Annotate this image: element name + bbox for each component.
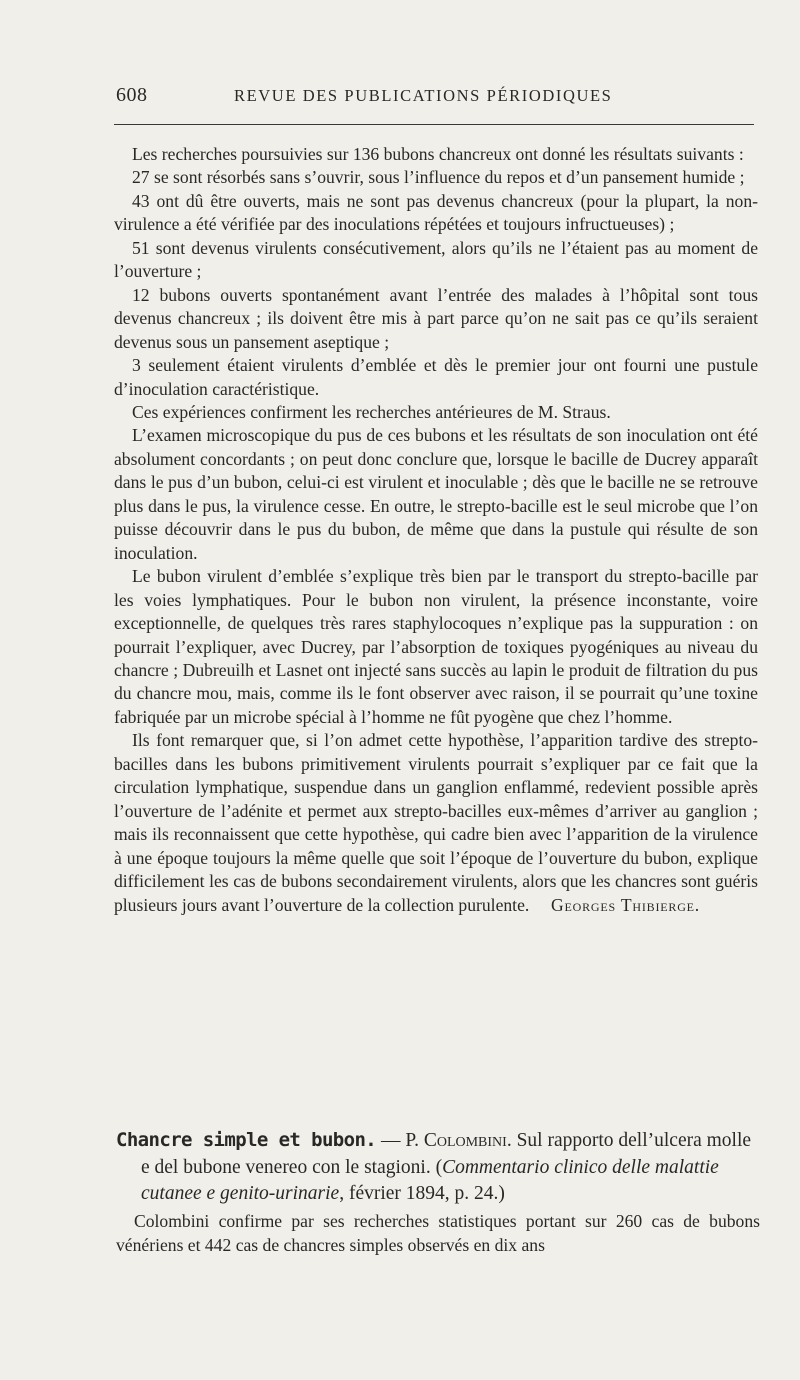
review-heading (116, 1127, 760, 1208)
review-date-pages: , février 1894, p. 24.) (339, 1183, 505, 1204)
review-body (116, 1210, 760, 1257)
paragraph-text: Ils font remarquer que, si l’on admet cette hypothèse, l’apparition tardive des strepto-bacilles dans les bubons primitivement virulents pourrait s’expliquer par ce fait que la circulation lymphatique, suspendue dans un ganglion enflammé, redevient possible après l’ouverture de l’adénite et permet aux strepto-bacilles eux-mêmes d’arriver au ganglion ; mais ils reconnaissent que cette hypothèse, qui cadre bien avec l’apparition de la virulence à une époque toujours la même quelle que soit l’époque de l’ouverture du bubon, explique difficilement les cas de bubons secondairement virulents, alors que les chancres sont guéris plusieurs jours avant l’ouverture de la collection purulente. (114, 730, 758, 915)
review-heading-block (116, 1127, 760, 1208)
review-author: P. Colombini. (405, 1130, 512, 1151)
paragraph: 43 ont dû être ouverts, mais ne sont pas devenus chancreux (pour la plupart, la non-virulence a été vérifiée par des inoculations répétées et toujours infructueuses) ; (114, 190, 758, 235)
paragraph: 51 sont devenus virulents consécutivement, alors qu’ils ne l’étaient pas au moment de l’ouverture ; (114, 237, 758, 282)
author-signature: Georges Thibierge. (551, 894, 700, 915)
article-body (114, 143, 758, 917)
running-head: REVUE DES PUBLICATIONS PÉRIODIQUES (234, 86, 613, 105)
paragraph: 27 se sont résorbés sans s’ouvrir, sous l’influence du repos et d’un pansement humide ; (132, 167, 745, 188)
last-paragraph (114, 729, 758, 917)
paragraph: Le bubon virulent d’emblée s’explique très bien par le transport du strepto-bacille par les voies lymphatiques. Pour le bubon non virulent, la présence inconstante, voire exceptionnelle, de quelques très rares staphylocoques n’explique pas la suppuration : on pourrait l’expliquer, avec Ducrey, par l’absorption de toxiques pyogéniques au niveau du chancre ; Dubreuilh et Lasnet ont injecté sans succès au lapin le produit de filtration du pus du chancre mou, mais, comme ils le font observer avec raison, il se pourrait qu’une toxine fabriquée par un microbe spécial à l’homme ne fût pyogène que chez l’homme. (114, 566, 758, 727)
paragraph: Ces expériences confirment les recherches antérieures de M. Straus. (132, 401, 611, 422)
review-journal: Commentario clinico delle malattie cutanee e genito-urinarie (141, 1156, 719, 1204)
paragraph: 3 seulement étaient virulents d’emblée et dès le premier jour ont fourni une pustule d’inoculation caractéristique. (114, 355, 758, 399)
paragraph: 12 bubons ouverts spontanément avant l’entrée des malades à l’hôpital sont tous devenus chancreux ; ils doivent être mis à part parce qu’on ne sait pas ce qu’ils seraient devenus sous un pansement aseptique ; (114, 284, 758, 352)
paragraph: Les recherches poursuivies sur 136 bubons chancreux ont donné les résultats suivants : (132, 144, 744, 164)
review-title: Chancre simple et bubon. (116, 1129, 377, 1151)
review-paragraph: Colombini confirme par ses recherches statistiques portant sur 260 cas de bubons vénériens et 442 cas de chancres simples observés en dix ans (116, 1211, 760, 1255)
paragraph: L’examen microscopique du pus de ces bubons et les résultats de son inoculation ont été absolument concordants ; on peut donc conclure que, lorsque le bacille de Ducrey apparaît dans le pus d’un bubon, celui-ci est virulent et inoculable ; dès que le bacille ne se retrouve plus dans le pus, la virulence cesse. En outre, le strepto-bacille est le seul microbe que l’on puisse découvrir dans le pus du bubon, de même que dans la pustule qui résulte de son inoculation. (114, 425, 758, 563)
review-citation: Sul rapporto dell’ulcera molle e del bubone venereo con le stagioni. ( (141, 1130, 752, 1178)
page-number: 608 (116, 84, 148, 106)
review-dash: — (376, 1130, 406, 1151)
header-rule (114, 124, 754, 125)
